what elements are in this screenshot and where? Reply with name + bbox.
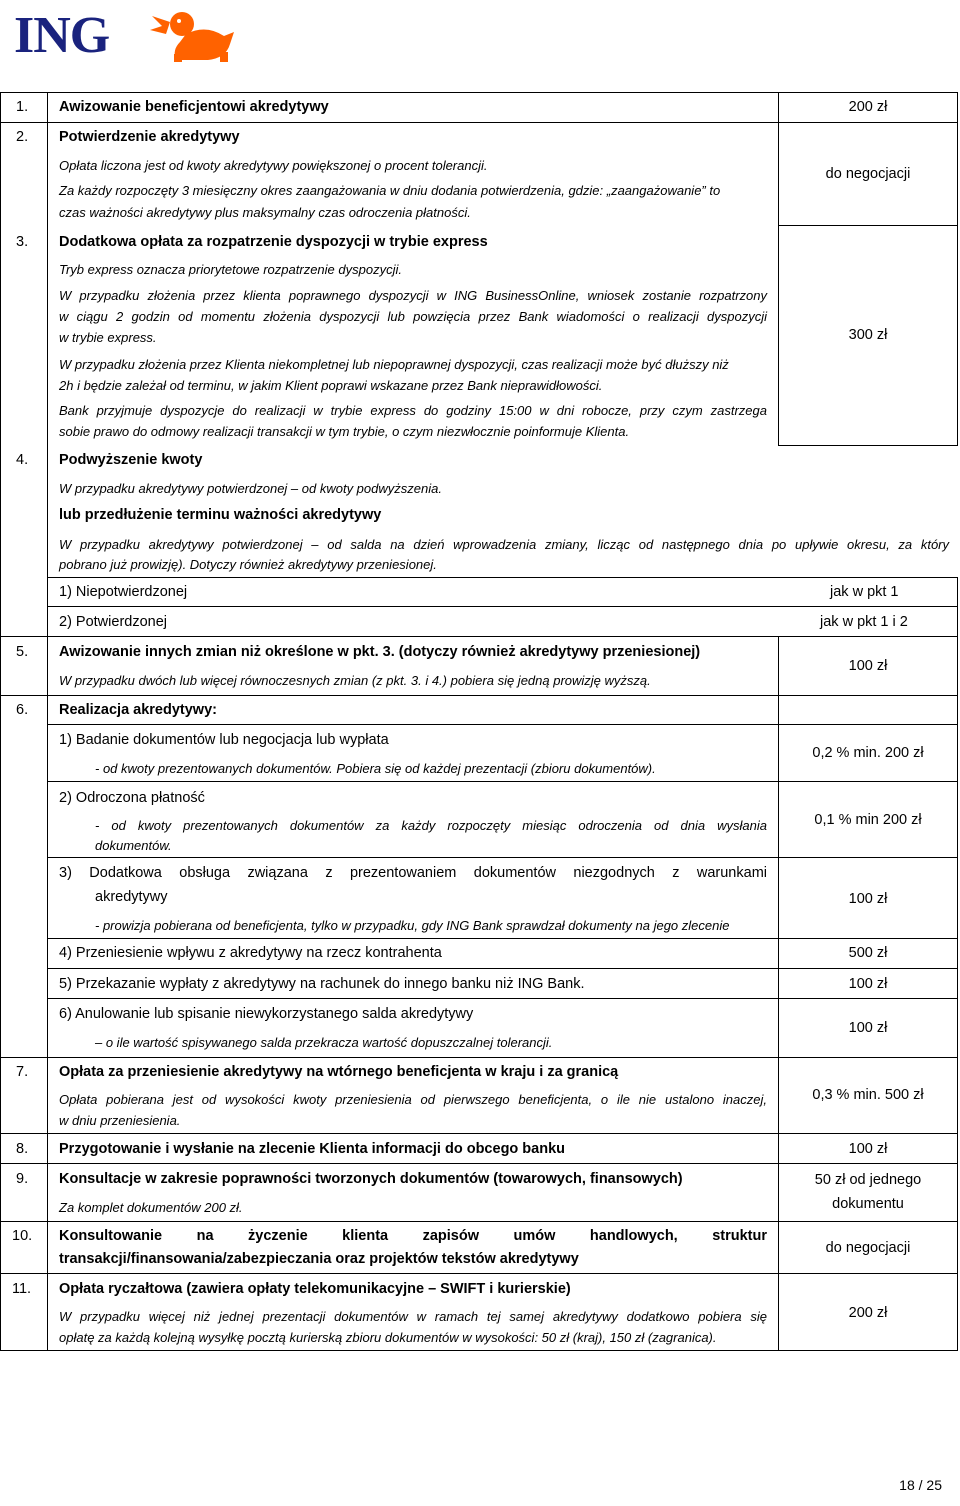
item-note: Opłata liczona jest od kwoty akredytywy powiększonej o procent tolerancji. (59, 158, 488, 173)
item-note: w dniu przeniesienia. (59, 1113, 181, 1128)
item-number: 3. (16, 234, 29, 250)
item-number: 5. (16, 644, 29, 660)
fee-value: jak w pkt 1 i 2 (820, 614, 908, 630)
table-rule (47, 577, 958, 578)
table-rule (0, 1221, 958, 1222)
sub-item: 6) Anulowanie lub spisanie niewykorzystanego salda akredytywy (59, 1006, 474, 1022)
fee-value: 0,3 % min. 500 zł (812, 1087, 924, 1103)
sub-item-note: - od kwoty prezentowanych dokumentów za każdy rozpoczęty miesiąc odroczenia od dnia wysłania (95, 818, 767, 833)
item-number: 1. (16, 99, 29, 115)
table-rule (47, 938, 958, 939)
fee-value: 100 zł (848, 658, 888, 674)
table-rule (778, 225, 958, 226)
fee-value: do negocjacji (825, 166, 911, 182)
item-title: Konsultowanie na życzenie klienta zapisów umów handlowych, struktur (59, 1228, 767, 1244)
item-note: w trybie express. (59, 330, 157, 345)
item-title: Awizowanie innych zmian niż określone w pkt. 3. (dotyczy również akredytywy przeniesionej) (59, 644, 701, 660)
sub-item: akredytywy (95, 889, 168, 905)
item-note: W przypadku akredytywy potwierdzonej – od salda na dzień wprowadzenia zmiany, licząc od następnego dnia po upływie okresu, za który (59, 537, 949, 552)
item-note: Tryb express oznacza priorytetowe rozpatrzenie dyspozycji. (59, 262, 402, 277)
table-rule (0, 1133, 958, 1134)
sub-item: 4) Przeniesienie wpływu z akredytywy na rzecz kontrahenta (59, 945, 442, 961)
item-title: transakcji/finansowania/zabezpieczania oraz projektów tekstów akredytywy (59, 1251, 579, 1267)
item-number: 8. (16, 1141, 29, 1157)
item-note: Bank przyjmuje dyspozycje do realizacji w trybie express do godziny 15:00 w dni robocze, przy czym zastrzega (59, 403, 767, 418)
sub-item: 2) Potwierdzonej (59, 614, 167, 630)
item-note: czas ważności akredytywy plus maksymalny czas odroczenia płatności. (59, 205, 471, 220)
fee-value: 100 zł (848, 1141, 888, 1157)
fee-value: 200 zł (848, 1305, 888, 1321)
item-title: Podwyższenie kwoty (59, 452, 203, 468)
table-border (778, 92, 779, 446)
item-number: 11. (12, 1281, 32, 1297)
item-number: 9. (16, 1171, 29, 1187)
lion-icon (146, 6, 238, 66)
fee-value: 0,2 % min. 200 zł (812, 745, 924, 761)
sub-item-note: – o ile wartość spisywanego salda przekracza wartość dopuszczalnej tolerancji. (95, 1035, 553, 1050)
fee-value: do negocjacji (825, 1240, 911, 1256)
item-title: Konsultacje w zakresie poprawności tworzonych dokumentów (towarowych, finansowych) (59, 1171, 683, 1187)
item-title: Realizacja akredytywy: (59, 702, 217, 718)
fee-value: 50 zł od jednego (814, 1172, 922, 1188)
page-number: 18 / 25 (899, 1477, 942, 1493)
item-number: 4. (16, 452, 29, 468)
table-rule (0, 92, 958, 93)
table-border (0, 92, 1, 1351)
fee-value: 100 zł (848, 1020, 888, 1036)
item-note: W przypadku złożenia przez klienta poprawnego dyspozycji w ING BusinessOnline, wniosek zostanie rozpatrzony (59, 288, 767, 303)
sub-item: 2) Odroczona płatność (59, 790, 205, 806)
table-rule (0, 1273, 958, 1274)
item-title: Dodatkowa opłata za rozpatrzenie dyspozycji w trybie express (59, 234, 488, 250)
item-note: W przypadku akredytywy potwierdzonej – od kwoty podwyższenia. (59, 481, 442, 496)
item-note: Za komplet dokumentów 200 zł. (59, 1200, 243, 1215)
table-rule (47, 998, 958, 999)
table-rule (0, 636, 958, 637)
table-rule (778, 445, 958, 446)
fee-value: 0,1 % min 200 zł (814, 812, 922, 828)
item-note: W przypadku dwóch lub więcej równoczesnych zmian (z pkt. 3. i 4.) pobiera się jedną prowizję wyższą. (59, 673, 651, 688)
item-note: Za każdy rozpoczęty 3 miesięczny okres zaangażowania w dniu dodania potwierdzenia, gdzie: „zaangażowanie” to (59, 183, 721, 198)
item-number: 10. (12, 1228, 33, 1244)
item-note: w ciągu 2 godzin od momentu złożenia dyspozycji lub powzięcia przez Bank wiadomości o realizacji dyspozycji (59, 309, 767, 324)
sub-item: 5) Przekazanie wypłaty z akredytywy na rachunek do innego banku niż ING Bank. (59, 976, 585, 992)
item-title: Opłata ryczałtowa (zawiera opłaty telekomunikacyjne – SWIFT i kurierskie) (59, 1281, 571, 1297)
table-rule (47, 781, 958, 782)
item-title: Awizowanie beneficjentowi akredytywy (59, 99, 329, 115)
table-rule (0, 1350, 958, 1351)
fee-value: 100 zł (848, 976, 888, 992)
table-rule (47, 606, 958, 607)
item-note: Opłata pobierana jest od wysokości kwoty przeniesienia od pierwszego beneficjenta, o ile nie ustalono inaczej, (59, 1092, 767, 1107)
fee-value: jak w pkt 1 (830, 584, 899, 600)
item-title: Opłata za przeniesienie akredytywy na wtórnego beneficjenta w kraju i za granicą (59, 1064, 619, 1080)
table-rule (0, 1057, 958, 1058)
fee-value: 500 zł (848, 945, 888, 961)
table-rule (0, 1163, 958, 1164)
table-rule (0, 695, 958, 696)
table-rule (0, 122, 958, 123)
item-note: opłatę za każdą kolejną wysyłkę pocztą kurierską zbioru dokumentów w wysokości: 50 zł (kraj), 150 zł (zagranica). (59, 1330, 717, 1345)
fee-value: dokumentu (832, 1196, 904, 1212)
sub-item-note: - od kwoty prezentowanych dokumentów. Pobiera się od każdej prezentacji (zbioru dokumentów). (95, 761, 656, 776)
sub-item-note: - prowizja pobierana od beneficjenta, tylko w przypadku, gdy ING Bank sprawdzał dokumenty na jego zlecenie (95, 918, 730, 933)
sub-item: 1) Niepotwierdzonej (59, 584, 188, 600)
table-rule (47, 724, 958, 725)
fee-value: 200 zł (848, 99, 888, 115)
fee-value: 100 zł (848, 891, 888, 907)
sub-item-note: dokumentów. (95, 838, 172, 853)
item-note: W przypadku złożenia przez Klienta niekompletnej lub niepoprawnej dyspozycji, czas realizacji może być dłuższy niż (59, 357, 729, 372)
item-note: W przypadku więcej niż jednej prezentacji dokumentów w ramach tej samej akredytywy dodatkowo pobiera się (59, 1309, 767, 1324)
table-rule (47, 857, 958, 858)
item-title: Przygotowanie i wysłanie na zlecenie Klienta informacji do obcego banku (59, 1141, 566, 1157)
item-subtitle: lub przedłużenie terminu ważności akredytywy (59, 507, 382, 523)
sub-item: 1) Badanie dokumentów lub negocjacja lub wypłata (59, 732, 389, 748)
table-border (957, 92, 958, 446)
item-note: pobrano już prowizję). Dotyczy również akredytywy przeniesionej. (59, 557, 437, 572)
item-note: sobie prawo do odmowy realizacji transakcji w tym trybie, o czym niezwłocznie poinformuje Klienta. (59, 424, 630, 439)
table-rule (47, 968, 958, 969)
logo-text: ING (14, 7, 110, 64)
item-number: 7. (16, 1064, 29, 1080)
table-border (47, 92, 48, 1351)
item-number: 2. (16, 129, 29, 145)
item-number: 6. (16, 702, 29, 718)
fee-value: 300 zł (848, 327, 888, 343)
sub-item: 3) Dodatkowa obsługa związana z prezentowaniem dokumentów niezgodnych z warunkami (59, 865, 767, 881)
item-note: 2h i będzie zależał od terminu, w jakim Klient poprawi wskazane przez Bank nieprawidłowości. (59, 378, 603, 393)
item-title: Potwierdzenie akredytywy (59, 129, 240, 145)
